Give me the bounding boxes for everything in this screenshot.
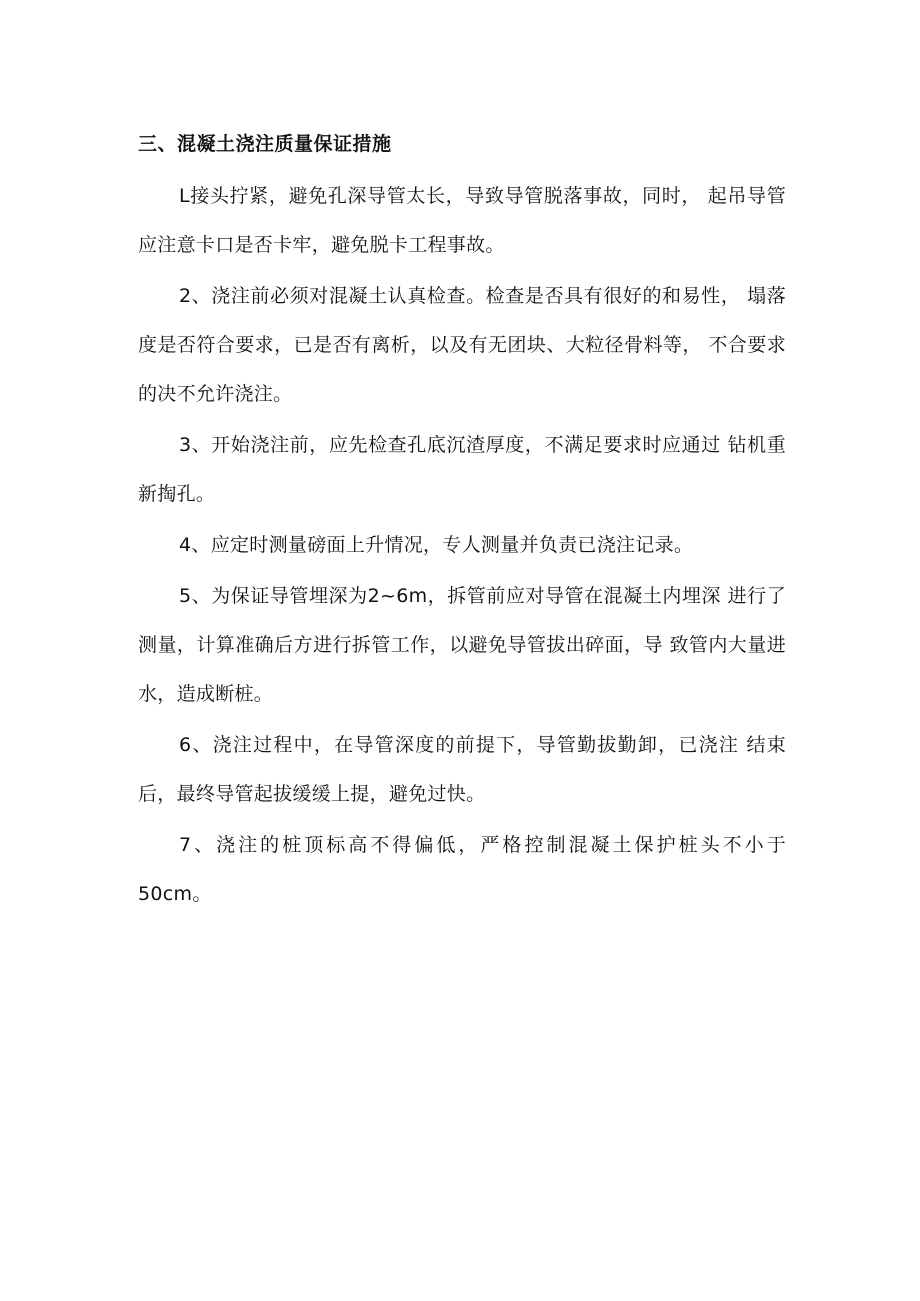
section-heading: 三、混凝土浇注质量保证措施 — [138, 133, 392, 155]
paragraph-surface-measurement: 4、应定时测量磅面上升情况，专人测量并负责已浇注记录。 — [179, 534, 694, 556]
paragraph-concrete-inspection: 2、浇注前必须对混凝土认真检查。检查是否具有很好的和易性， 塌落度是否符合要求，已是否有离析，以及有无团块、大粒径骨料等， 不合要求的决不允许浇注。 — [138, 285, 786, 405]
paragraph-pouring-process: 6、浇注过程中，在导管深度的前提下，导管勤拔勤卸，已浇注 结束后，最终导管起拔缓缓上提，避免过快。 — [138, 734, 786, 805]
paragraph-joint-tightening: L接头拧紧，避免孔深导管太长，导致导管脱落事故，同时， 起吊导管应注意卡口是否卡牢，避免脱卡工程事故。 — [138, 185, 786, 256]
paragraph-pipe-burial-depth: 5、为保证导管埋深为2~6m，拆管前应对导管在混凝土内埋深 进行了测量，计算准确后方进行拆管工作，以避免导管拔出碎面，导 致管内大量进水，造成断桩。 — [138, 585, 786, 705]
document-page — [138, 126, 786, 921]
paragraph-sediment-check: 3、开始浇注前，应先检查孔底沉渣厚度，不满足要求时应通过 钻机重新掏孔。 — [138, 434, 786, 505]
paragraph-pile-top-elevation: 7、浇注的桩顶标高不得偏低，严格控制混凝土保护桩头不小于 50cm。 — [138, 834, 786, 905]
